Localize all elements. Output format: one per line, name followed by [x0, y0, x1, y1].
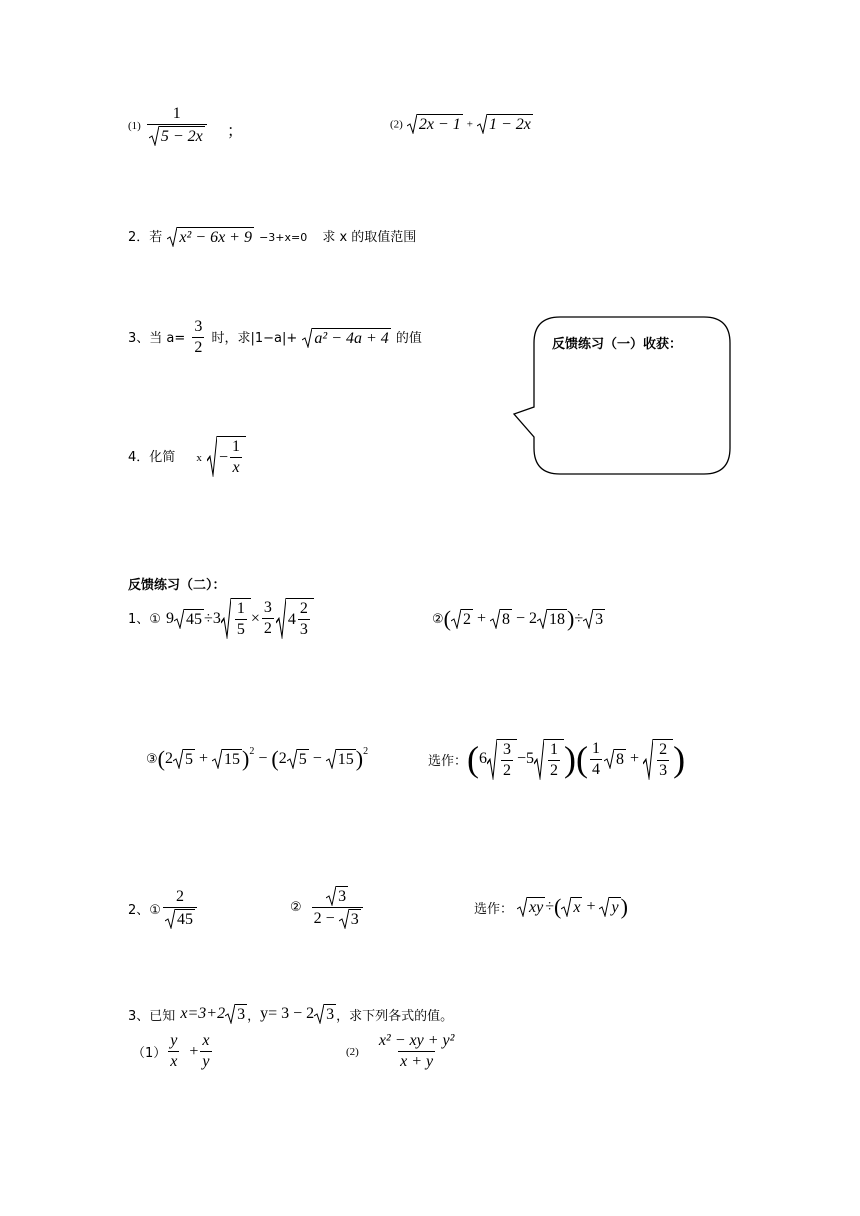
exercise-2-1: 2、① $\frac{2}{45}$ — [128, 888, 199, 929]
label: (2) — [390, 118, 403, 131]
question-2: 2．若 x² − 6x + 9 −3+x=0 求 x 的取值范围 — [128, 228, 417, 246]
label: (1) — [128, 120, 141, 133]
exercise-1-3: ③ ( 2 5 + 15 ) $^2$ − ( 2 5 − 15 ) $^2$ — [146, 746, 369, 771]
sqrt: 2x − 1 — [407, 114, 463, 134]
exercise-optional-2: 选作： xy ÷ ( x + y ) — [474, 894, 628, 919]
fraction: $\frac{3}{2}$ — [194, 318, 203, 356]
problem-1-2: (2) 2x − 1 + 1 − 2x — [390, 116, 531, 133]
problem-1-1 — [128, 105, 209, 146]
sqrt: 5 − 2x — [149, 126, 205, 146]
numerator: 1 — [172, 105, 181, 122]
exercise-3-1: （1） $\frac{y}{x}$ + $\frac{x}{y}$ — [132, 1032, 210, 1070]
exercise-3-stem: 3、已知 x=3+2 3 ， y= 3 − 2 3 ，求下列各式的值。 — [128, 1005, 454, 1024]
sqrt: a² − 4a + 4 — [302, 328, 390, 348]
question-4: 4．化简 x − $\frac{1}{x}$ — [128, 436, 246, 477]
callout-title: 反馈练习（一）收获： — [552, 337, 683, 352]
section-2-heading: 反馈练习（二）： — [128, 578, 226, 593]
question-3: 3、当 a= $\frac{3}{2}$ 时，求|1−a|+ a² − 4a + 4 的值 — [128, 318, 422, 356]
denominator — [147, 124, 207, 146]
sqrt: − $\frac{1}{x}$ — [207, 436, 246, 477]
exercise-1-2: ② ( 2 + 8 − 2 18 ) ÷ 3 — [432, 606, 604, 631]
sqrt: x² − 6x + 9 — [167, 227, 254, 247]
sqrt: 1 − 2x — [477, 114, 533, 134]
fraction — [147, 105, 207, 146]
separator: ； — [227, 123, 244, 140]
exercise-2-2: ② 3 2 − 3 — [290, 886, 365, 929]
exercise-optional-1: 选作： ( 6 $\frac{3}{2}$ − 5 $\frac{1}{2}$ )( $\frac{1}{4}$ 8 + $\frac{2}{3}$ ) — [428, 739, 686, 779]
exercise-3-2: (2) $\frac{\text{x² − xy + y²}}{x + y}$ — [346, 1032, 455, 1070]
exercise-1-1: 1、① 9 45 ÷3 $\frac{1}{5}$ × $\frac{3}{2}$ 4 $\frac{2}{3}$ — [128, 598, 314, 639]
